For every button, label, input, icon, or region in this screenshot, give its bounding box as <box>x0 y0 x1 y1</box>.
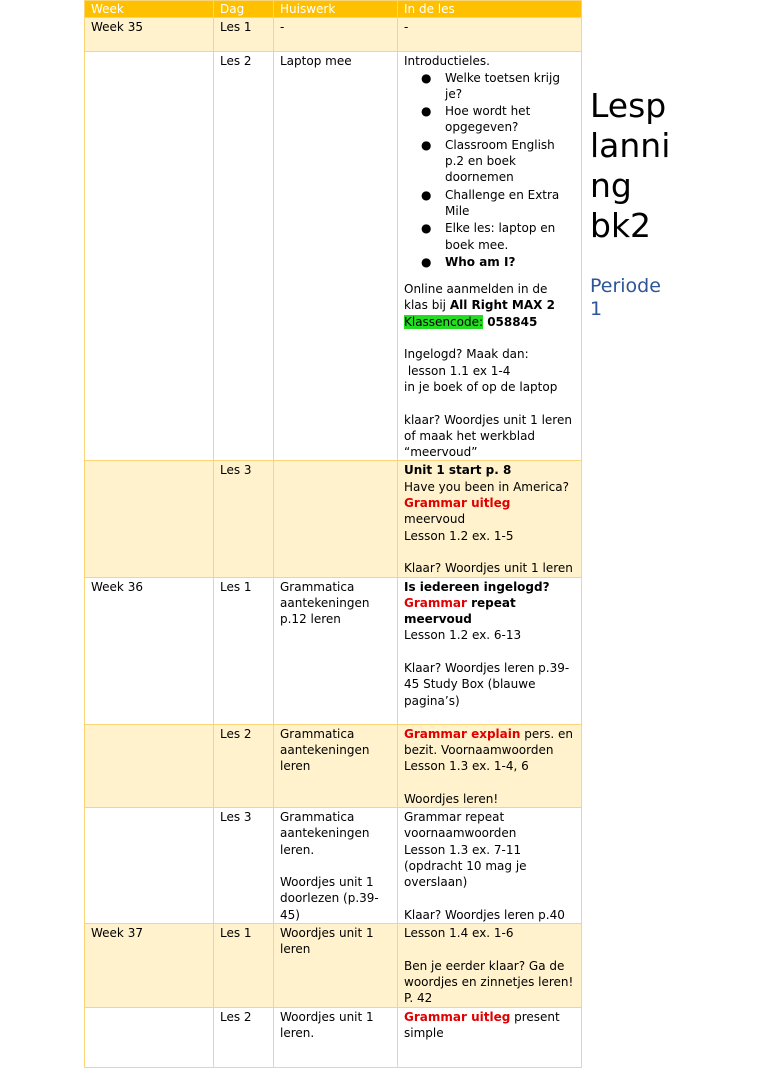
klaar-text: klaar? Woordjes unit 1 leren of maak het werkblad “meervoud” <box>404 412 576 460</box>
klassencode-label: Klassencode: <box>404 314 484 329</box>
list-item: ● Challenge en Extra Mile <box>421 187 560 218</box>
lesson-plan-table <box>84 0 582 1068</box>
intro-bullet-list <box>404 70 575 271</box>
ingelogd-text: Ingelogd? Maak dan: lesson 1.1 ex 1-4 in je boek of op de laptop <box>404 347 558 394</box>
klassencode-value: 058845 <box>483 314 538 329</box>
week-cell <box>85 461 214 577</box>
bullet-icon: ● <box>421 137 432 152</box>
les-cell: Lesson 1.4 ex. 1-6 Ben je eerder klaar? Ga de woordjes en zinnetjes leren! P. 42 <box>398 924 582 1007</box>
header-in-de-les: In de les <box>398 1 582 18</box>
week-cell <box>85 724 214 807</box>
header-dag: Dag <box>214 1 274 18</box>
dag-cell: Les 2 <box>214 724 274 807</box>
table-row <box>85 724 582 807</box>
dag-cell: Les 1 <box>214 577 274 724</box>
online-signup-text: Online aanmelden in de klas bij All Right MAX 2 <box>404 282 555 313</box>
huiswerk-cell: Grammatica aantekeningen leren. Woordjes unit 1 doorlezen (p.39-45) <box>274 807 398 923</box>
dag-cell: Les 2 <box>214 1007 274 1067</box>
table-row <box>85 52 582 461</box>
les-cell: Grammar uitleg present simple <box>398 1007 582 1067</box>
list-item: ● Who am I? <box>421 254 516 269</box>
les-cell: - <box>398 18 582 52</box>
grammar-label: Grammar uitleg <box>404 1009 511 1024</box>
bullet-icon: ● <box>421 104 432 119</box>
bullet-icon: ● <box>421 70 432 85</box>
klassencode <box>404 314 575 330</box>
dag-cell: Les 3 <box>214 807 274 923</box>
table-row <box>85 18 582 52</box>
huiswerk-cell: Grammatica aantekeningen leren <box>274 724 398 807</box>
dag-cell: Les 1 <box>214 924 274 1007</box>
dag-cell: Les 1 <box>214 18 274 52</box>
les-cell: Grammar explain pers. en bezit. Voornaamwoorden Lesson 1.3 ex. 1-4, 6 Woordjes leren! <box>398 724 582 807</box>
les-cell: Unit 1 start p. 8 Have you been in America? Grammar uitleg meervoud Lesson 1.2 ex. 1-5 Klaar? Woordjes unit 1 leren <box>398 461 582 577</box>
grammar-label: Grammar explain <box>404 726 521 741</box>
huiswerk-cell: - <box>274 18 398 52</box>
week-cell: Week 35 <box>85 18 214 52</box>
intro-text: Introductieles. <box>404 54 490 69</box>
les-cell <box>398 52 582 461</box>
bullet-icon: ● <box>421 254 432 269</box>
table-row <box>85 807 582 923</box>
list-item: ● Welke toetsen krijg je? <box>421 70 560 101</box>
table-row <box>85 1007 582 1067</box>
bullet-icon: ● <box>421 221 432 236</box>
document-subtitle: Periode 1 <box>590 275 661 320</box>
table-row <box>85 924 582 1007</box>
week-cell <box>85 1007 214 1067</box>
huiswerk-cell: Grammatica aantekeningen p.12 leren <box>274 577 398 724</box>
grammar-label: Grammar uitleg <box>404 496 511 511</box>
huiswerk-cell <box>274 461 398 577</box>
bullet-icon: ● <box>421 187 432 202</box>
huiswerk-cell: Woordjes unit 1 leren <box>274 924 398 1007</box>
week-cell <box>85 807 214 923</box>
header-week: Week <box>85 1 214 18</box>
table-row <box>85 577 582 724</box>
les-cell: Grammar repeat voornaamwoorden Lesson 1.3 ex. 7-11 (opdracht 10 mag je overslaan) Klaar? Woordjes leren p.40 <box>398 807 582 923</box>
list-item: ● Elke les: laptop en boek mee. <box>421 221 556 252</box>
huiswerk-cell: Laptop mee <box>274 52 398 461</box>
week-cell: Week 36 <box>85 577 214 724</box>
week-cell: Week 37 <box>85 924 214 1007</box>
dag-cell: Les 3 <box>214 461 274 577</box>
list-item: ● Classroom English p.2 en boek doornemen <box>421 137 555 185</box>
les-cell: Is iedereen ingelogd? Grammar repeat meervoud Lesson 1.2 ex. 6-13 Klaar? Woordjes leren p.39-45 Study Box (blauwe pagina’s) <box>398 577 582 724</box>
document-title: Lesp lanni ng bk2 <box>590 86 671 245</box>
huiswerk-cell: Woordjes unit 1 leren. <box>274 1007 398 1067</box>
grammar-label: Grammar <box>404 595 467 610</box>
table-header-row <box>85 1 582 18</box>
list-item: ● Hoe wordt het opgegeven? <box>421 104 531 135</box>
week-cell <box>85 52 214 461</box>
dag-cell: Les 2 <box>214 52 274 461</box>
header-huiswerk: Huiswerk <box>274 1 398 18</box>
product-name: All Right MAX 2 <box>449 298 555 313</box>
table-row <box>85 461 582 577</box>
